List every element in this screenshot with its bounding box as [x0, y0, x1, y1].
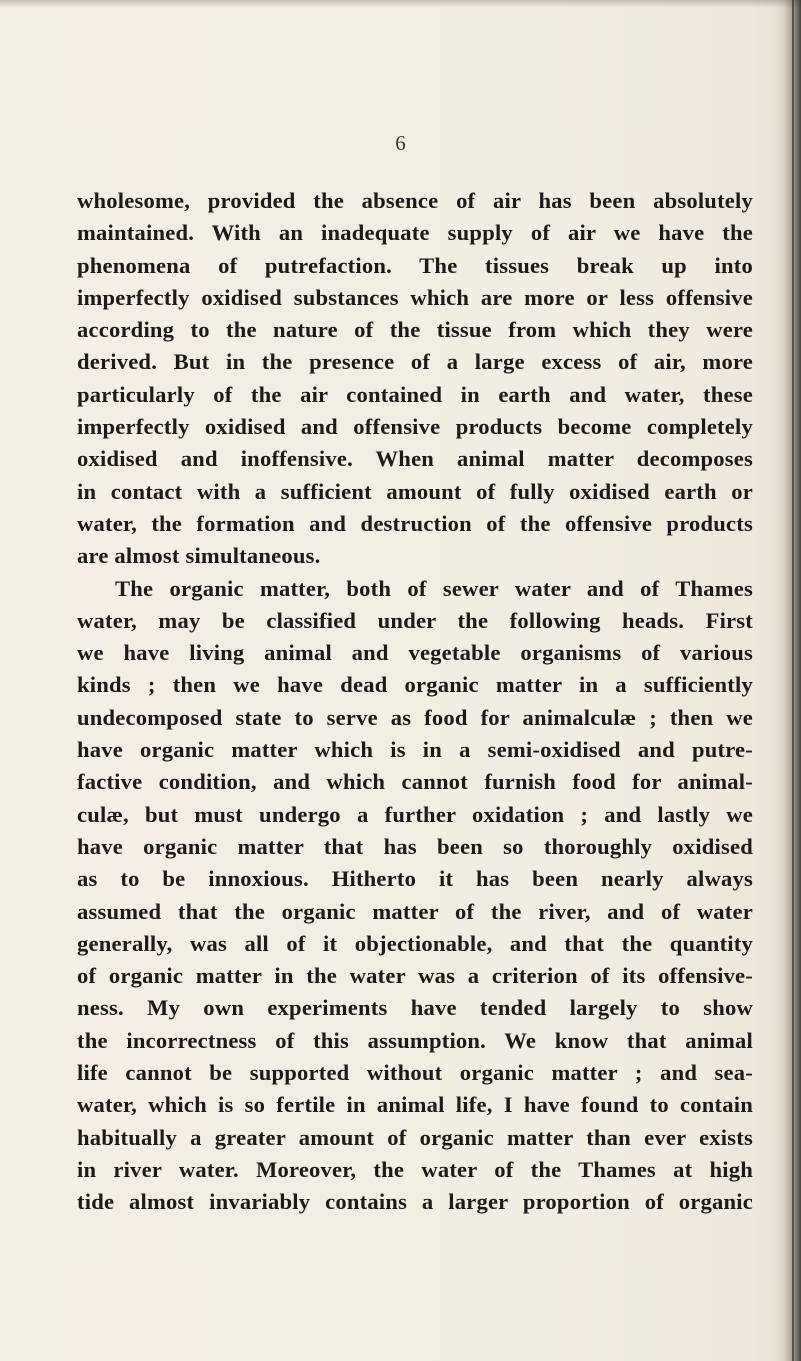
- text-line: as to be innoxious. Hitherto it has been nearly always: [77, 866, 753, 892]
- paragraph-2: [77, 573, 753, 1219]
- text-line: The organic matter, both of sewer water and of Thames: [115, 575, 753, 601]
- text-line: ness. My own experiments have tended largely to show: [77, 995, 753, 1021]
- text-line: imperfectly oxidised substances which are more or less offensive: [77, 284, 753, 310]
- text-line: water, may be classified under the following heads. First: [77, 607, 753, 633]
- text-line: generally, was all of it objectionable, and that the quantity: [77, 930, 753, 956]
- text-line: assumed that the organic matter of the river, and of water: [77, 898, 753, 924]
- text-line: culæ, but must undergo a further oxidation ; and lastly we: [77, 801, 753, 827]
- text-line: water, the formation and destruction of the offensive products: [77, 510, 753, 536]
- text-line: we have living animal and vegetable organisms of various: [77, 640, 753, 666]
- page-top-shadow: [0, 0, 801, 8]
- text-line: maintained. With an inadequate supply of air we have the: [77, 220, 753, 246]
- text-line: habitually a greater amount of organic matter than ever exists: [77, 1124, 753, 1150]
- text-line: particularly of the air contained in earth and water, these: [77, 381, 753, 407]
- text-line: life cannot be supported without organic matter ; and sea-: [77, 1060, 753, 1086]
- text-line: have organic matter which is in a semi-oxidised and putre-: [77, 737, 753, 763]
- text-line: in contact with a sufficient amount of fully oxidised earth or: [77, 478, 753, 504]
- text-line: the incorrectness of this assumption. We know that animal: [77, 1027, 753, 1053]
- text-line: imperfectly oxidised and offensive products become completely: [77, 414, 753, 440]
- text-line: kinds ; then we have dead organic matter in a sufficiently: [77, 672, 753, 698]
- text-line: undecomposed state to serve as food for animalculæ ; then we: [77, 704, 753, 730]
- page-edge-shadow: [775, 0, 801, 1361]
- text-line: wholesome, provided the absence of air has been absolutely: [77, 188, 753, 213]
- text-line: phenomena of putrefaction. The tissues break up into: [77, 252, 753, 278]
- body-text: [77, 185, 753, 1219]
- text-line: are almost simultaneous.: [77, 543, 321, 569]
- text-line: of organic matter in the water was a criterion of its offensive-: [77, 963, 753, 989]
- text-line: according to the nature of the tissue from which they were: [77, 317, 753, 343]
- page-number: 6: [395, 131, 406, 155]
- text-line: tide almost invariably contains a larger proportion of organic: [77, 1189, 753, 1215]
- text-line: derived. But in the presence of a large excess of air, more: [77, 349, 753, 375]
- text-line: have organic matter that has been so thoroughly oxidised: [77, 833, 753, 859]
- paragraph-1: [77, 185, 753, 573]
- text-line: factive condition, and which cannot furnish food for animal-: [77, 769, 753, 795]
- text-line: water, which is so fertile in animal life, I have found to contain: [77, 1092, 753, 1118]
- text-line: in river water. Moreover, the water of the Thames at high: [77, 1156, 753, 1182]
- page-edge-line: [792, 0, 794, 1361]
- text-line: oxidised and inoffensive. When animal matter decomposes: [77, 446, 753, 472]
